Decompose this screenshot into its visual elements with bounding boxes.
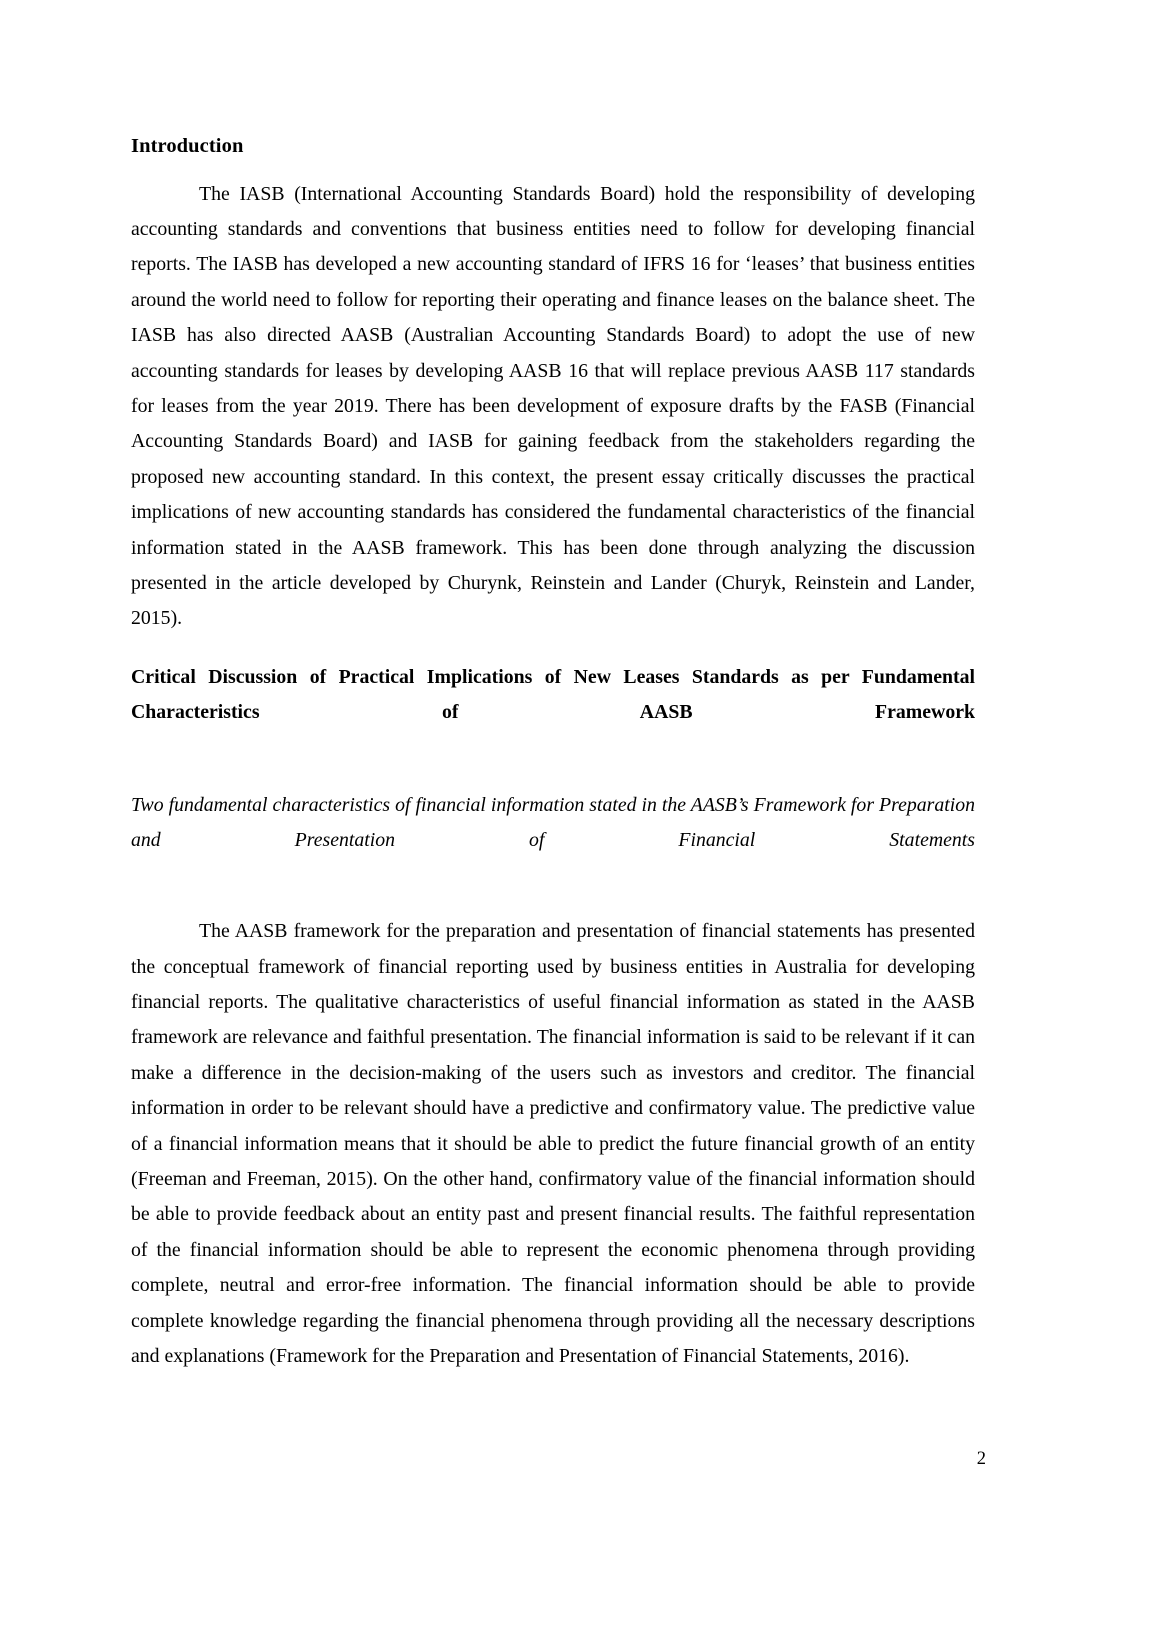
page-title: Introduction xyxy=(131,135,244,157)
section-heading-critical-discussion: Critical Discussion of Practical Implications of New Leases Standards as per Fundamental Characteristics of AASB Framework xyxy=(131,665,975,724)
paragraph-aasb-framework: The AASB framework for the preparation and presentation of financial statements has presented the conceptual framework of financial reporting used by business entities in Australia for developing financial reports. The qualitative characteristics of useful financial information as stated in the AASB framework are relevance and faithful presentation. The financial information is said to be relevant if it can make a difference in the decision-making of the users such as investors and creditor. The financial information in order to be relevant should have a predictive and confirmatory value. The predictive value of a financial information means that it should be able to predict the future financial growth of an entity (Freeman and Freeman, 2015). On the other hand, confirmatory value of the financial information should be able to provide feedback about an entity past and present financial results. The faithful representation of the financial information should be able to represent the economic phenomena through providing complete, neutral and error-free information. The financial information should be able to provide complete knowledge regarding the financial phenomena through providing all the necessary descriptions and explanations (Framework for the Preparation and Presentation of Financial Statements, 2016). xyxy=(131,920,975,1368)
paragraph-introduction: The IASB (International Accounting Standards Board) hold the responsibility of developing accounting standards and conventions that business entities need to follow for developing financial reports. The IASB has developed a new accounting standard of IFRS 16 for ‘leases’ that business entities around the world need to follow for reporting their operating and finance leases on the balance sheet. The IASB has also directed AASB (Australian Accounting Standards Board) to adopt the use of new accounting standards for leases by developing AASB 16 that will replace previous AASB 117 standards for leases from the year 2019. There has been development of exposure drafts by the FASB (Financial Accounting Standards Board) and IASB for gaining feedback from the stakeholders regarding the proposed new accounting standard. In this context, the present essay critically discusses the practical implications of new accounting standards has considered the fundamental characteristics of the financial information stated in the AASB framework. This has been done through analyzing the discussion presented in the article developed by Churynk, Reinstein and Lander (Churyk, Reinstein and Lander, 2015). xyxy=(131,182,975,630)
italic-subheading-two-fundamental-characteristics: Two fundamental characteristics of financial information stated in the AASB’s Framework for Preparation and Presentation of Financial Statements xyxy=(131,794,975,852)
document-body xyxy=(131,0,975,1375)
page-number: 2 xyxy=(976,1449,986,1469)
